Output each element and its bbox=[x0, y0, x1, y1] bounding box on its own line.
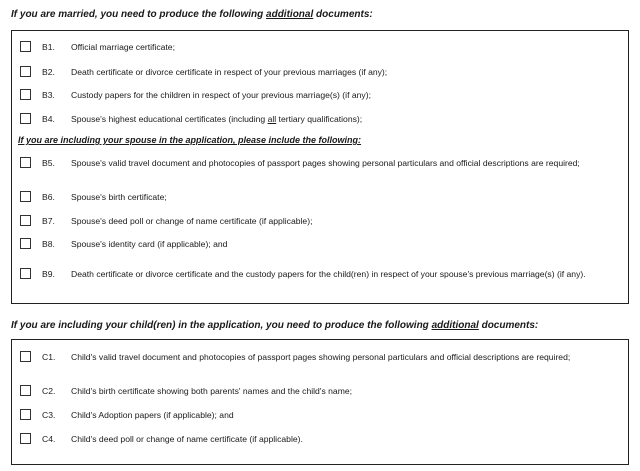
item-code: B1. bbox=[42, 42, 55, 52]
item-text: Child's birth certificate showing both parents' names and the child's name; bbox=[71, 386, 353, 396]
item-code: C4. bbox=[42, 434, 56, 444]
item-code: B6. bbox=[42, 192, 55, 202]
checkbox[interactable] bbox=[20, 238, 31, 249]
checkbox[interactable] bbox=[20, 351, 31, 362]
item-code: B3. bbox=[42, 90, 55, 100]
item-text-end: tertiary qualifications); bbox=[276, 114, 363, 124]
spouse-subheading: If you are including your spouse in the application, please include the following: bbox=[18, 135, 362, 145]
item-code: C1. bbox=[42, 352, 56, 362]
item-text: Death certificate or divorce certificate in respect of your previous marriages (if any); bbox=[71, 67, 388, 77]
checkbox[interactable] bbox=[20, 215, 31, 226]
checkbox[interactable] bbox=[20, 268, 31, 279]
heading-text: If you are married, you need to produce the following bbox=[11, 9, 267, 20]
item-text: Spouse's birth certificate; bbox=[71, 192, 167, 202]
item-text-start: Spouse's highest educational certificates (including bbox=[71, 114, 268, 124]
item-code: B2. bbox=[42, 67, 55, 77]
item-code: B5. bbox=[42, 158, 55, 168]
item-code: B8. bbox=[42, 239, 55, 249]
heading-emphasis: additional bbox=[266, 9, 314, 20]
section-c-box bbox=[11, 339, 629, 465]
item-text: Child's deed poll or change of name certificate (if applicable). bbox=[71, 434, 303, 444]
checkbox[interactable] bbox=[20, 433, 31, 444]
item-text: Child's valid travel document and photocopies of passport pages showing personal particulars and official descriptions are required; bbox=[71, 352, 571, 362]
item-text: Child's Adoption papers (if applicable); and bbox=[71, 410, 234, 420]
checkbox[interactable] bbox=[20, 113, 31, 124]
heading-text-end: documents: bbox=[313, 9, 373, 20]
item-text: Spouse's valid travel document and photocopies of passport pages showing personal particulars and official descriptions are required; bbox=[71, 158, 580, 168]
item-text: Death certificate or divorce certificate and the custody papers for the child(ren) in respect of your spouse's previous marriage(s) (if any). bbox=[71, 269, 586, 279]
section-b-box bbox=[11, 30, 629, 304]
item-text bbox=[71, 114, 611, 125]
item-text: Spouse's identity card (if applicable); and bbox=[71, 239, 228, 249]
item-code: B7. bbox=[42, 216, 55, 226]
item-code: C2. bbox=[42, 386, 56, 396]
item-code: B9. bbox=[42, 269, 55, 279]
item-text-emphasis: all bbox=[267, 114, 277, 124]
checkbox[interactable] bbox=[20, 409, 31, 420]
heading-emphasis: additional bbox=[431, 320, 479, 331]
item-text: Spouse's deed poll or change of name certificate (if applicable); bbox=[71, 216, 313, 226]
item-text: Official marriage certificate; bbox=[71, 42, 175, 52]
item-text: Custody papers for the children in respect of your previous marriage(s) (if any); bbox=[71, 90, 371, 100]
checkbox[interactable] bbox=[20, 157, 31, 168]
checkbox[interactable] bbox=[20, 191, 31, 202]
checkbox[interactable] bbox=[20, 385, 31, 396]
item-code: B4. bbox=[42, 114, 55, 124]
checkbox[interactable] bbox=[20, 66, 31, 77]
section-b-heading bbox=[11, 9, 373, 20]
heading-text-end: documents: bbox=[478, 320, 539, 331]
checkbox[interactable] bbox=[20, 89, 31, 100]
heading-text: If you are including your child(ren) in the application, you need to produce the following bbox=[11, 320, 432, 331]
section-c-heading bbox=[11, 320, 538, 331]
item-code: C3. bbox=[42, 410, 56, 420]
checkbox[interactable] bbox=[20, 41, 31, 52]
